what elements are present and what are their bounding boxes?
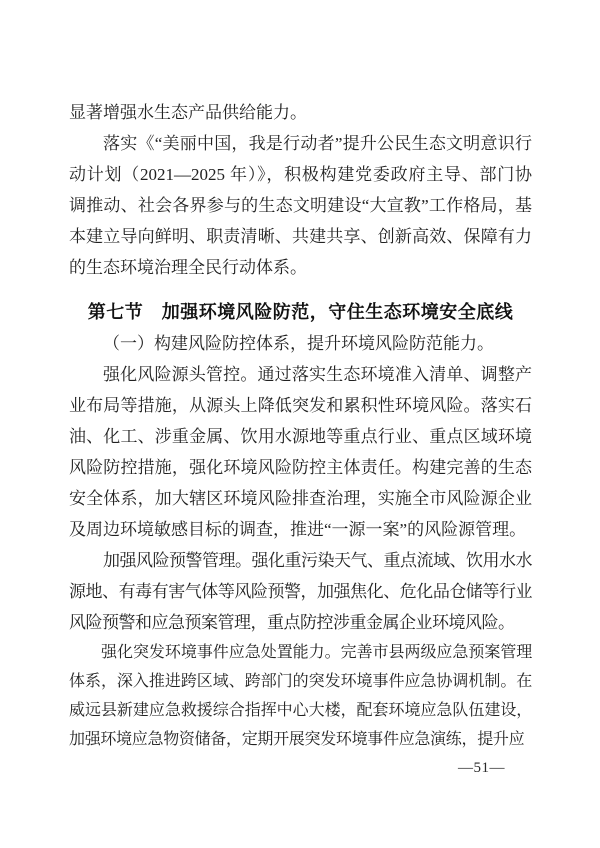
document-body (69, 97, 532, 754)
paragraph-early-warning: 加强风险预警管理。强化重污染天气、重点流域、饮用水水源地、有毒有害气体等风险预警，加强焦化、危化品仓储等行业风险预警和应急预案管理，重点防控涉重金属企业环境风险。 (69, 551, 532, 632)
paragraph-action-plan: 落实《“美丽中国，我是行动者”提升公民生态文明意识行动计划（2021—2025 年）》，积极构建党委政府主导、部门协调推动、社会各界参与的生态文明建设“大宣教”工作格局，基本建立导向鲜明、职责清晰、共建共享、创新高效、保障有力的生态环境治理全民行动体系。 (69, 134, 532, 277)
page-number: —51— (458, 760, 505, 776)
subsection-heading: （一）构建风险防控体系，提升环境风险防范能力。 (103, 334, 494, 353)
paragraph-carryover: 显著增强水生态产品供给能力。 (69, 103, 307, 122)
paragraph-source-control: 强化风险源头管控。通过落实生态环境准入清单、调整产业布局等措施，从源头上降低突发和累积性环境风险。落实石油、化工、涉重金属、饮用水源地等重点行业、重点区域环境风险防控措施，强化环境风险防控主体责任。构建完善的生态安全体系，加大辖区环境风险排查治理，实施全市风险源企业及周边环境敏感目标的调查，推进“一源一案”的风险源管理。 (69, 365, 532, 539)
section-heading: 第七节 加强环境风险防范，守住生态环境安全底线 (87, 302, 514, 322)
paragraph-emergency-response: 强化突发环境事件应急处置能力。完善市县两级应急预案管理体系，深入推进跨区域、跨部门的突发环境事件应急协调机制。在威远县新建应急救援综合指挥中心大楼，配套环境应急队伍建设，加强环境应急物资储备，定期开展突发环境事件应急演练，提升应 (69, 644, 532, 748)
